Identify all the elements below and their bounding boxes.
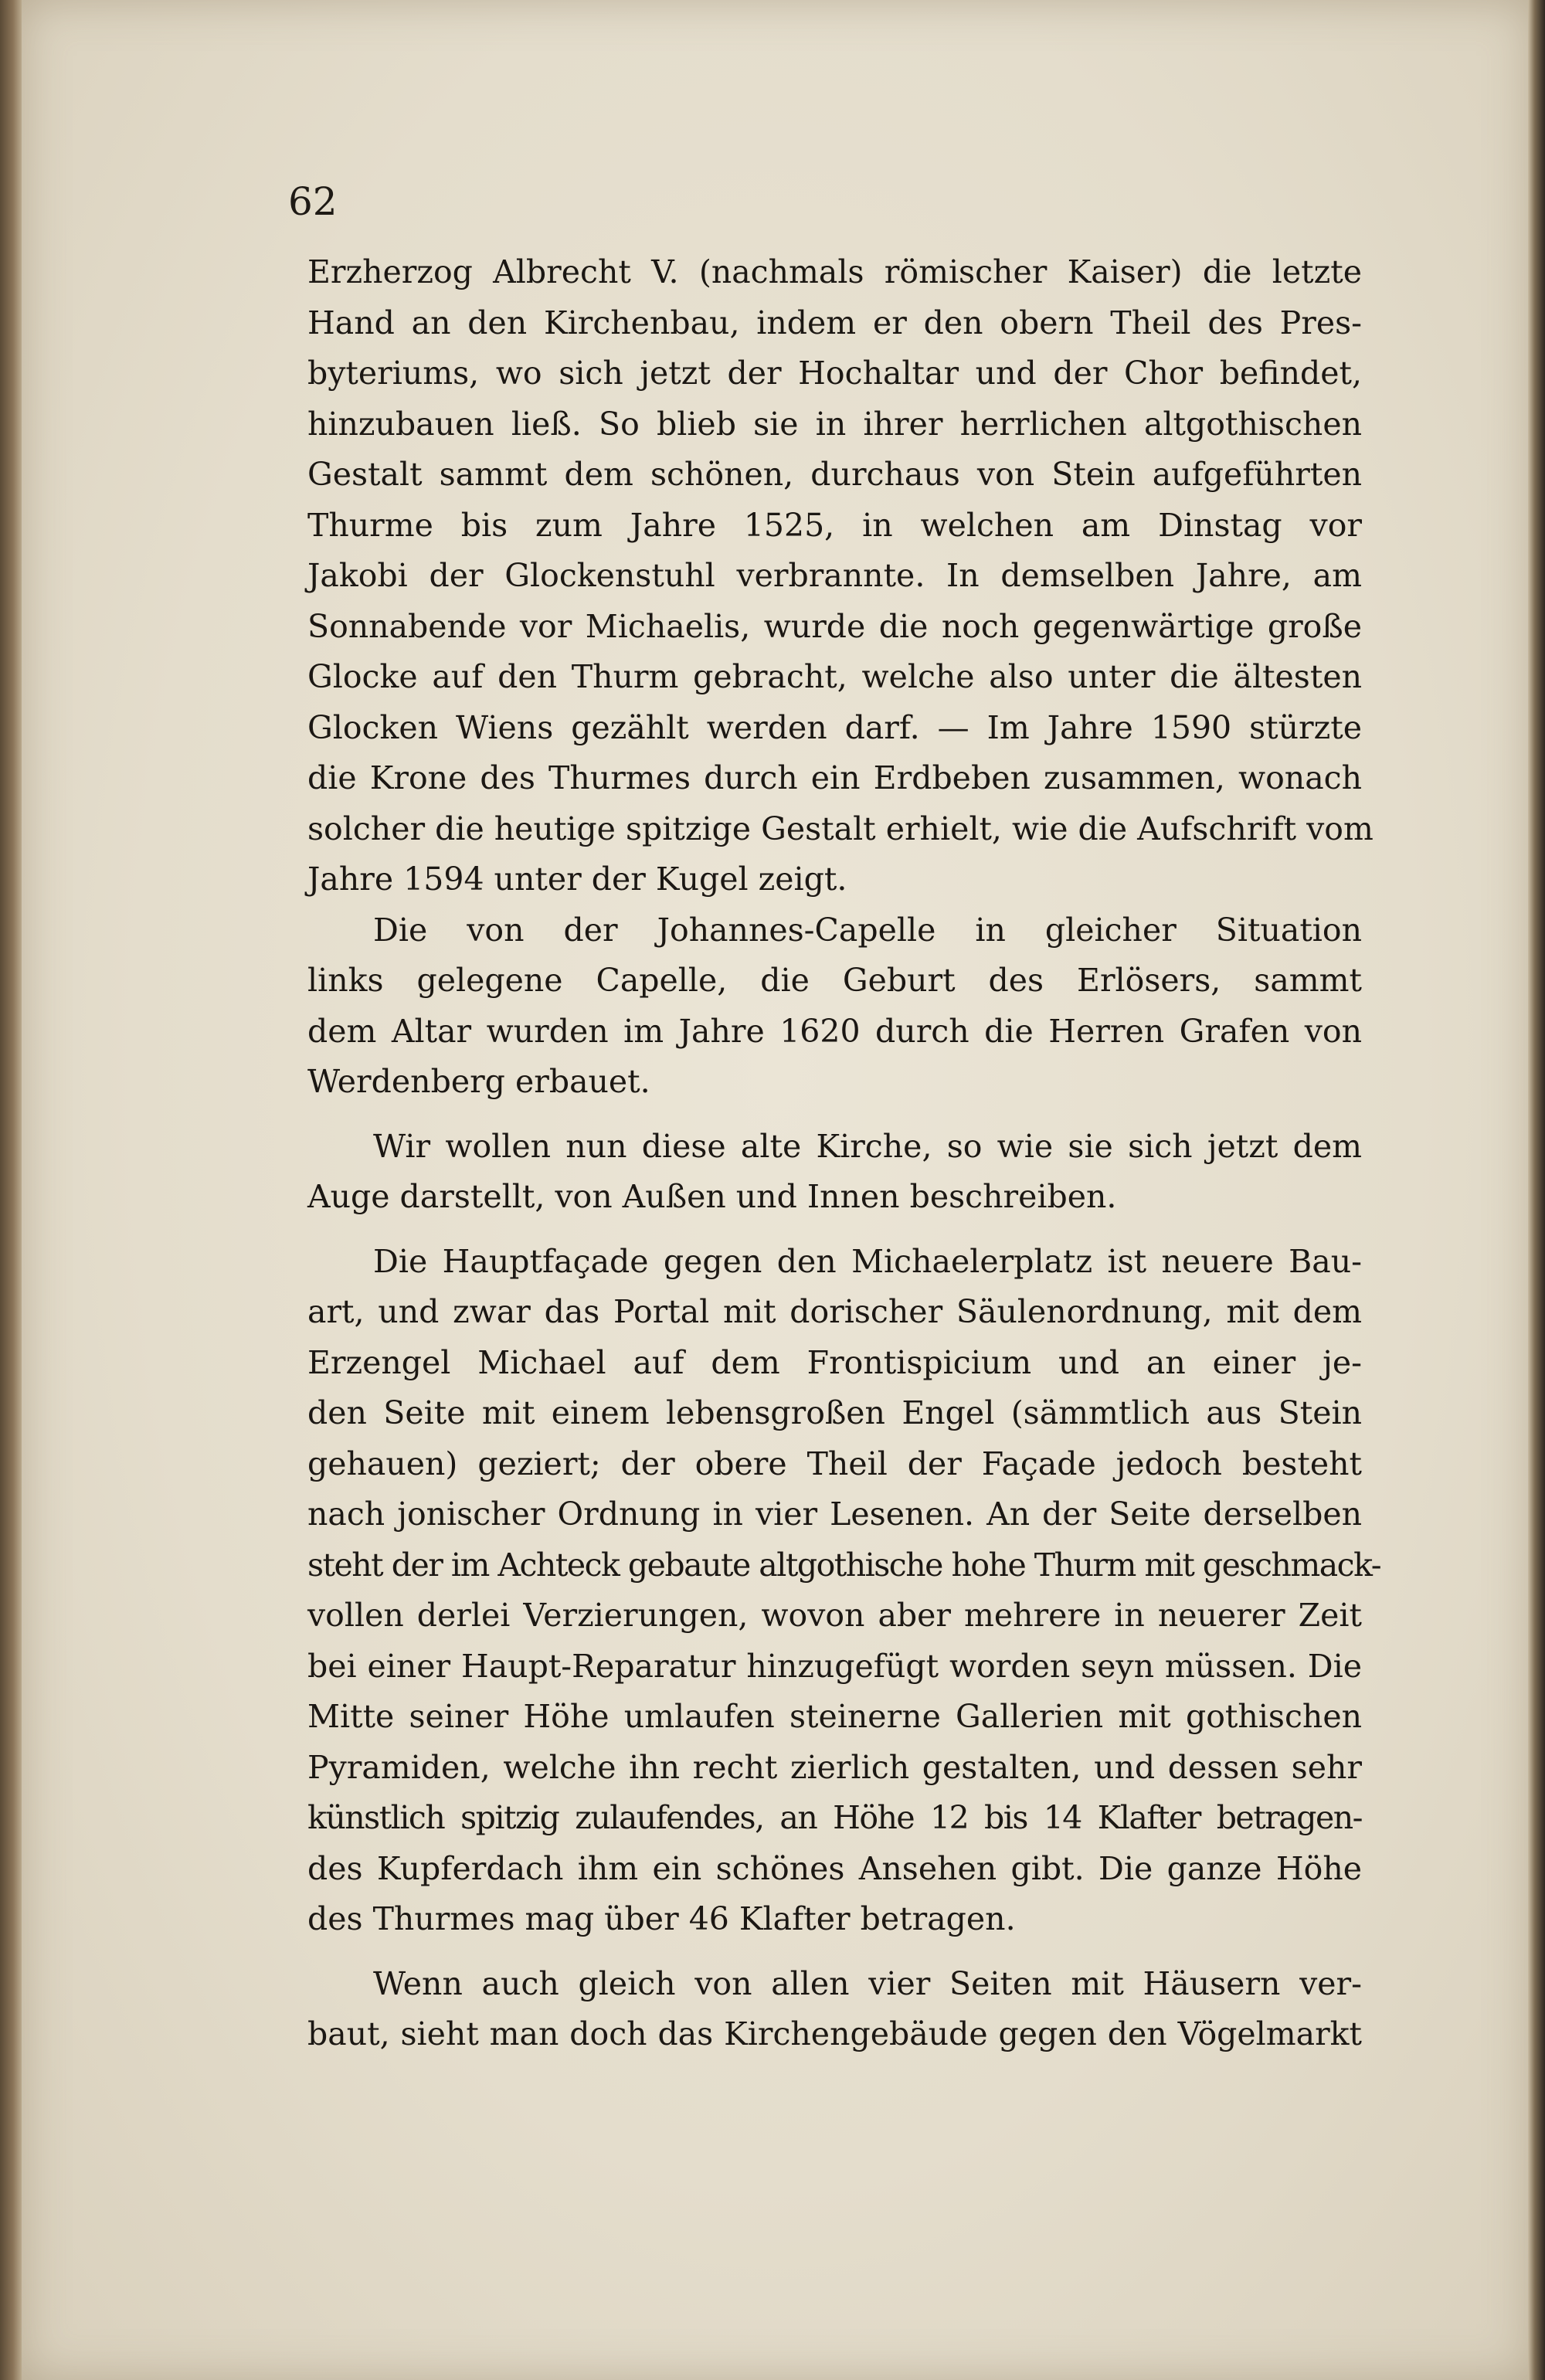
paragraph-gap [307,1945,1362,1959]
text-line: gehauen) geziert; der obere Theil der Façade jedoch besteht [307,1445,1362,1482]
paragraph [307,247,1374,905]
paragraph-gap [307,1223,1362,1237]
text-line: des Thurmes mag über 46 Klafter betragen. [307,1900,1016,1937]
text-line: die Krone des Thurmes durch ein Erdbeben zusammen, wonach [307,759,1362,796]
text-line: vollen derlei Verzierungen, wovon aber mehrere in neuerer Zeit [307,1597,1362,1634]
text-line: steht der im Achteck gebaute altgothische hohe Thurm mit geschmack- [307,1546,1381,1584]
text-line: Die Hauptfaçade gegen den Michaelerplatz ist neuere Bau- [373,1242,1362,1280]
text-line: Werdenberg erbauet. [307,1063,650,1100]
text-line: Jahre 1594 unter der Kugel zeigt. [307,861,847,898]
paragraph [307,1237,1381,1945]
text-line: Die von der Johannes-Capelle in gleicher Situation [373,911,1362,949]
page-edge-right [1528,0,1545,2380]
text-line: Erzherzog Albrecht V. (nachmals römischer Kaiser) die letzte [307,253,1362,290]
text-line: Wenn auch gleich von allen vier Seiten mit Häusern ver- [373,1964,1362,2002]
text-line: links gelegene Capelle, die Geburt des Erlösers, sammt [307,962,1362,999]
text-line: hinzubauen ließ. So blieb sie in ihrer herrlichen altgothischen [307,405,1362,443]
text-line: Gestalt sammt dem schönen, durchaus von Stein aufgeführten [307,456,1362,493]
paragraph-gap [307,1108,1362,1122]
text-line: baut, sieht man doch das Kirchengebäude gegen den Vögelmarkt [307,2015,1362,2052]
text-line: den Seite mit einem lebensgroßen Engel (sämmtlich aus Stein [307,1394,1362,1431]
body-text [307,247,1381,2060]
text-line: des Kupferdach ihm ein schönes Ansehen gibt. Die ganze Höhe [307,1849,1362,1887]
text-line: Jakobi der Glockenstuhl verbrannte. In demselben Jahre, am [307,557,1362,594]
text-line: nach jonischer Ordnung in vier Lesenen. An der Seite derselben [307,1496,1362,1533]
text-line: Auge darstellt, von Außen und Innen beschreiben. [307,1178,1117,1215]
text-line: Wir wollen nun diese alte Kirche, so wie sie sich jetzt dem [373,1127,1362,1165]
text-line: Pyramiden, welche ihn recht zierlich gestalten, und dessen sehr [307,1748,1362,1786]
paragraph [307,905,1362,1108]
text-line: Sonnabende vor Michaelis, wurde die noch gegenwärtige große [307,607,1362,645]
page-number: 62 [288,179,338,224]
text-line: Erzengel Michael auf dem Frontispicium und an einer je- [307,1343,1362,1381]
text-line: Thurme bis zum Jahre 1525, in welchen am Dinstag vor [307,506,1362,544]
text-line: byteriums, wo sich jetzt der Hochaltar und der Chor befindet, [307,355,1362,392]
paragraph [307,1122,1362,1223]
text-line: künstlich spitzig zulaufendes, an Höhe 12 bis 14 Klafter betragen- [307,1799,1362,1836]
text-line: solcher die heutige spitzige Gestalt erhielt, wie die Aufschrift vom [307,810,1374,847]
page-edge-left [0,0,22,2380]
paper-sheet [22,0,1532,2380]
text-line: art, und zwar das Portal mit dorischer Säulenordnung, mit dem [307,1293,1362,1330]
text-line: Mitte seiner Höhe umlaufen steinerne Gallerien mit gothischen [307,1698,1362,1735]
text-line: dem Altar wurden im Jahre 1620 durch die Herren Grafen von [307,1012,1362,1050]
text-line: Hand an den Kirchenbau, indem er den obern Theil des Pres- [307,304,1362,341]
text-line: Glocken Wiens gezählt werden darf. — Im Jahre 1590 stürzte [307,708,1362,746]
text-line: bei einer Haupt-Reparatur hinzugefügt worden seyn müssen. Die [307,1647,1362,1685]
paragraph [307,1959,1362,2060]
text-line: Glocke auf den Thurm gebracht, welche also unter die ältesten [307,658,1362,695]
